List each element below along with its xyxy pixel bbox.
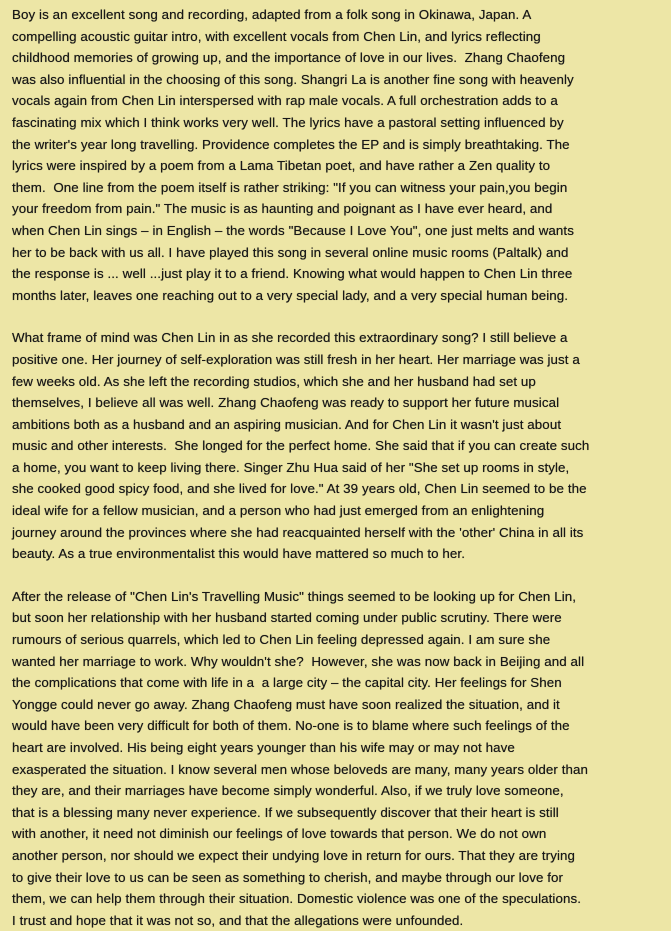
text-line: rumours of serious quarrels, which led to Chen Lin feeling depressed again. I am sure she [12, 632, 551, 648]
text-line: positive one. Her journey of self-exploration was still fresh in her heart. Her marriage was just a [12, 351, 580, 367]
text-line: vocals again from Chen Lin interspersed with rap male vocals. A full orchestration adds to a [12, 93, 558, 109]
text-line: childhood memories of growing up, and the importance of love in our lives. Zhang Chaofeng [12, 50, 566, 66]
text-line: them. One line from the poem itself is rather striking: "If you can witness your pain,you begin [12, 179, 568, 195]
text-line: she cooked good spicy food, and she lived for love." At 39 years old, Chen Lin seemed to be the [12, 481, 587, 497]
text-line: was also influential in the choosing of this song. Shangri La is another fine song with heavenly [12, 71, 574, 87]
text-line: Boy is an excellent song and recording, adapted from a folk song in Okinawa, Japan. A [12, 7, 532, 22]
text-line: to give their love to us can be seen as something to cherish, and maybe through our love for [12, 869, 564, 885]
text-line: lyrics were inspired by a poem from a Lama Tibetan poet, and have rather a Zen quality to [12, 158, 551, 174]
text-line: journey around the provinces where she had reacquainted herself with the 'other' China in all its [12, 524, 584, 540]
text-line: What frame of mind was Chen Lin in as she recorded this extraordinary song? I still believe a [12, 330, 568, 346]
text-line: when Chen Lin sings – in English – the words "Because I Love You", one just melts and wants [12, 222, 574, 238]
text-line: that is a blessing many never experience. If we subsequently discover that their heart is still [12, 804, 559, 820]
text-line: I trust and hope that it was not so, and that the allegations were unfounded. [12, 912, 464, 928]
text-line: wanted her marriage to work. Why wouldn't she? However, she was now back in Beijing and all [12, 653, 585, 669]
text-line: would have been very difficult for both of them. No-one is to blame where such feelings of the [12, 718, 570, 734]
text-line: with another, it need not diminish our feelings of love towards that person. We do not own [12, 826, 547, 842]
paragraph-state-of-mind [12, 327, 662, 565]
text-line: they are, and their marriages have become simply wonderful. Also, if we truly love someone, [12, 783, 564, 799]
text-line: another person, nor should we expect their undying love in return for ours. That they are trying [12, 847, 575, 863]
text-line: them, we can help them through their situation. Domestic violence was one of the speculations. [12, 891, 582, 907]
text-line: compelling acoustic guitar intro, with excellent vocals from Chen Lin, and lyrics reflecting [12, 28, 541, 44]
text-line: heart are involved. His being eight years younger than his wife may or may not have [12, 740, 515, 755]
text-line: your freedom from pain." The music is as haunting and poignant as I have ever heard, and [12, 201, 553, 217]
text-line: Yongge could never go away. Zhang Chaofeng must have soon realized the situation, and it [12, 696, 560, 712]
text-line: the response is ... well ...just play it to a friend. Knowing what would happen to Chen Lin three [12, 266, 573, 282]
text-line: ideal wife for a fellow musician, and a person who had just emerged from an enlightening [12, 503, 545, 519]
text-line: exasperated the situation. I know several men whose beloveds are many, many years older than [12, 761, 589, 777]
text-line: themselves, I believe all was well. Zhang Chaofeng was ready to support her future musical [12, 395, 560, 411]
paragraph-ep-songs [12, 4, 662, 306]
text-line: her to be back with us all. I have played this song in several online music rooms (Paltalk) and [12, 244, 569, 260]
text-line: the complications that come with life in a a large city – the capital city. Her feelings for Shen [12, 675, 562, 691]
text-line: the writer's year long travelling. Providence completes the EP and is simply breathtaking. The [12, 136, 570, 152]
text-line: but soon her relationship with her husband started coming under public scrutiny. There were [12, 610, 562, 626]
text-line: few weeks old. As she left the recording studios, which she and her husband had set up [12, 373, 536, 389]
text-line: a home, you want to keep living there. Singer Zhu Hua said of her "She set up rooms in style, [12, 459, 570, 475]
paragraph-after-release [12, 586, 662, 931]
text-line: ambitions both as a husband and an aspiring musician. And for Chen Lin it wasn't just about [12, 416, 562, 432]
text-line: fascinating mix which I think works very well. The lyrics have a pastoral setting influenced by [12, 114, 564, 130]
text-line: After the release of "Chen Lin's Travelling Music" things seemed to be looking up for Chen Lin, [12, 588, 577, 604]
text-line: beauty. As a true environmentalist this would have mattered so much to her. [12, 546, 466, 562]
text-line: music and other interests. She longed for the perfect home. She said that if you can create such [12, 438, 590, 454]
text-line: months later, leaves one reaching out to a very special lady, and a very special human being. [12, 287, 569, 303]
